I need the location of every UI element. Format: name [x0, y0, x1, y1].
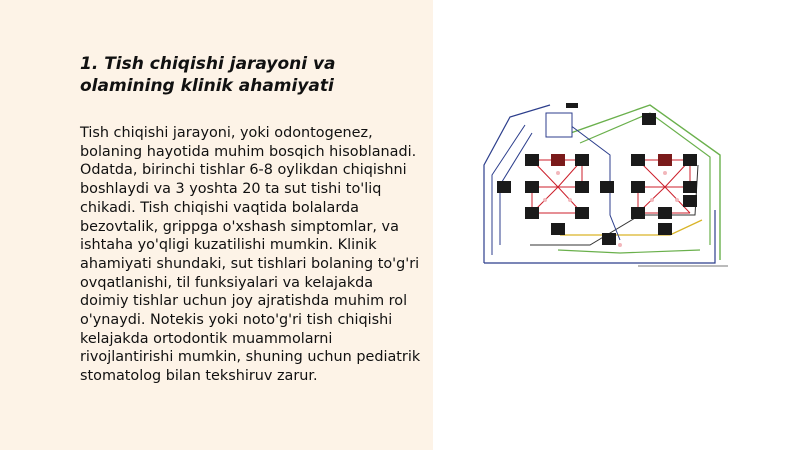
slide-body-text: Tish chiqishi jarayoni, yoki odontogenez, bolaning hayotida muhim bosqich hisoblanadi. Odatda, birinchi tishlar 6-8 oylikdan chiqishni boshlaydi va 3 yoshta 20 ta sut tishi to'liq chikadi. Tish chiqishi vaqtida bolalarda bezovtalik, grippga o'xshash simptomlar, va ishtaha yo'qligi kuzatilishi mumkin. Klinik ahamiyati shundaki, sut tishlari bolaning to'g'ri ovqatlanishi, til funksiyalari va kelajakda doimiy tishlar uchun joy ajratishda muhim rol o'ynaydi. Notekis yoki noto'g'ri tish chiqishi kelajakda ortodontik muammolarni rivojlantirishi mumkin, shuning uchun pediatrik stomatolog bilan tekshiruv zarur. [80, 125, 421, 385]
diagram-node-hub-label [566, 103, 578, 108]
diagram-connector [618, 243, 622, 247]
diagram-connector [568, 198, 572, 202]
diagram-edge-blue-outer [484, 105, 550, 263]
diagram-node [683, 195, 697, 207]
diagram-node [658, 223, 672, 235]
diagram-node [551, 154, 565, 166]
diagram-edge-yellow [560, 220, 702, 235]
diagram-edge-blue-bottom [484, 210, 715, 263]
diagram-edge-green-bottom [558, 250, 700, 253]
diagram-node [575, 181, 589, 193]
diagram-node [683, 181, 697, 193]
diagram-node [683, 154, 697, 166]
diagram-connector [543, 198, 547, 202]
diagram-node [525, 154, 539, 166]
diagram-node [631, 207, 645, 219]
diagram-connector [650, 198, 654, 202]
diagram-node [631, 181, 645, 193]
diagram-node [575, 207, 589, 219]
diagram-node-top-right [642, 113, 656, 125]
diagram-node [525, 181, 539, 193]
diagram-node [551, 223, 565, 235]
diagram-caption-strip [638, 265, 728, 267]
diagram-edge-red-left [532, 160, 582, 213]
diagram-connector [675, 198, 679, 202]
diagram-edge-red-right [638, 160, 690, 213]
diagram-node [658, 154, 672, 166]
diagram-node [658, 207, 672, 219]
diagram-connector [556, 171, 560, 175]
diagram-node [575, 154, 589, 166]
diagram-node [600, 181, 614, 193]
network-diagram-image [470, 95, 732, 273]
diagram-node [602, 233, 616, 245]
diagram-node [631, 154, 645, 166]
slide-title: 1. Tish chiqishi jarayoni va olamining klinik ahamiyati [80, 54, 336, 96]
diagram-node-hub [546, 113, 572, 137]
diagram-node [525, 207, 539, 219]
diagram-node [497, 181, 511, 193]
diagram-connector [663, 171, 667, 175]
